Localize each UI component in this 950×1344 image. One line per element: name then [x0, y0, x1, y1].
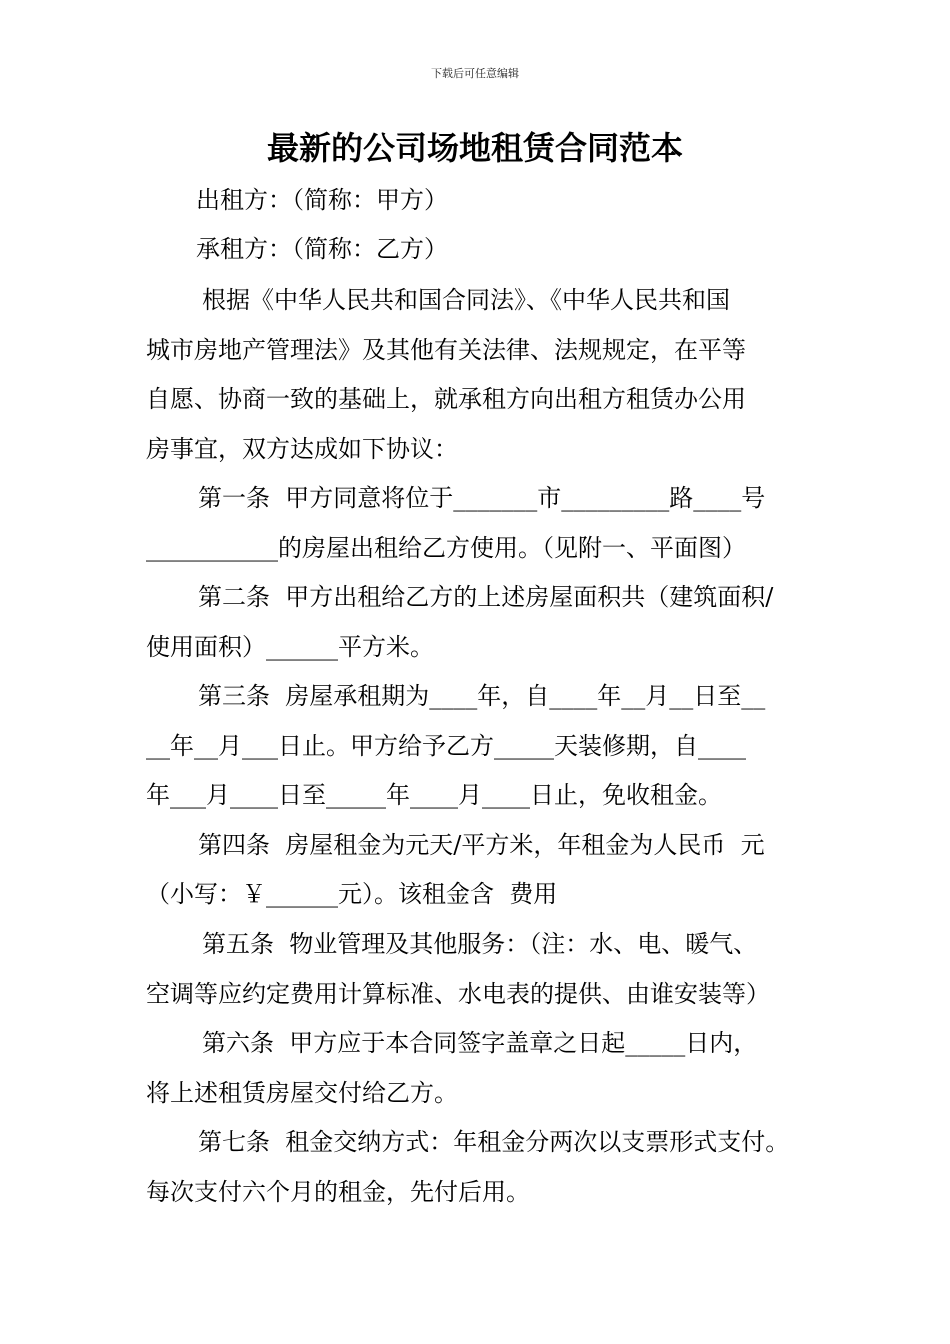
lessee-line: 承租方：（简称：乙方）: [196, 235, 448, 263]
article-1-line-1: 第一条 甲方同意将位于_______市_________路____号: [198, 484, 766, 512]
preamble-line-4: 房事宜，双方达成如下协议：: [146, 435, 458, 463]
article-4-line-1: 第四条 房屋租金为元天/平方米，年租金为人民币 元: [198, 831, 765, 859]
preamble-line-2: 城市房地产管理法》及其他有关法律、法规规定，在平等: [146, 336, 746, 364]
article-3-line-1: 第三条 房屋承租期为____年，自____年__月__日至__: [198, 682, 766, 710]
article-6-line-1: 第六条 甲方应于本合同签字盖章之日起_____日内，: [202, 1029, 758, 1057]
article-7-line-2: 每次支付六个月的租金，先付后用。: [146, 1178, 530, 1206]
document-title: 最新的公司场地租赁合同范本: [266, 129, 683, 167]
article-7-line-1: 第七条 租金交纳方式：年租金分两次以支票形式支付。: [198, 1128, 790, 1156]
article-2-line-2: 使用面积）______平方米。: [146, 633, 434, 661]
article-5-line-1: 第五条 物业管理及其他服务：（注：水、电、暖气、: [202, 930, 758, 958]
article-1-line-2: ___________的房屋出租给乙方使用。（见附一、平面图）: [146, 534, 746, 562]
article-3-line-2: __年__月___日止。甲方给予乙方_____天装修期，自____: [146, 732, 746, 760]
header-note: 下载后可任意编辑: [431, 67, 519, 80]
preamble-line-3: 自愿、协商一致的基础上，就承租方向出租方租赁办公用: [146, 385, 746, 413]
article-3-line-3: 年___月____日至_____年____月____日止，免收租金。: [146, 781, 722, 809]
article-2-line-1: 第二条 甲方出租给乙方的上述房屋面积共（建筑面积/: [198, 583, 774, 611]
article-6-line-2: 将上述租赁房屋交付给乙方。: [146, 1079, 458, 1107]
preamble-line-1: 根据《中华人民共和国合同法》、《中华人民共和国: [202, 286, 730, 314]
article-5-line-2: 空调等应约定费用计算标准、水电表的提供、由谁安装等）: [146, 980, 770, 1008]
article-4-line-2: （小写：￥______元）。该租金含 费用: [146, 880, 558, 908]
lessor-line: 出租方：（简称：甲方）: [196, 186, 448, 214]
